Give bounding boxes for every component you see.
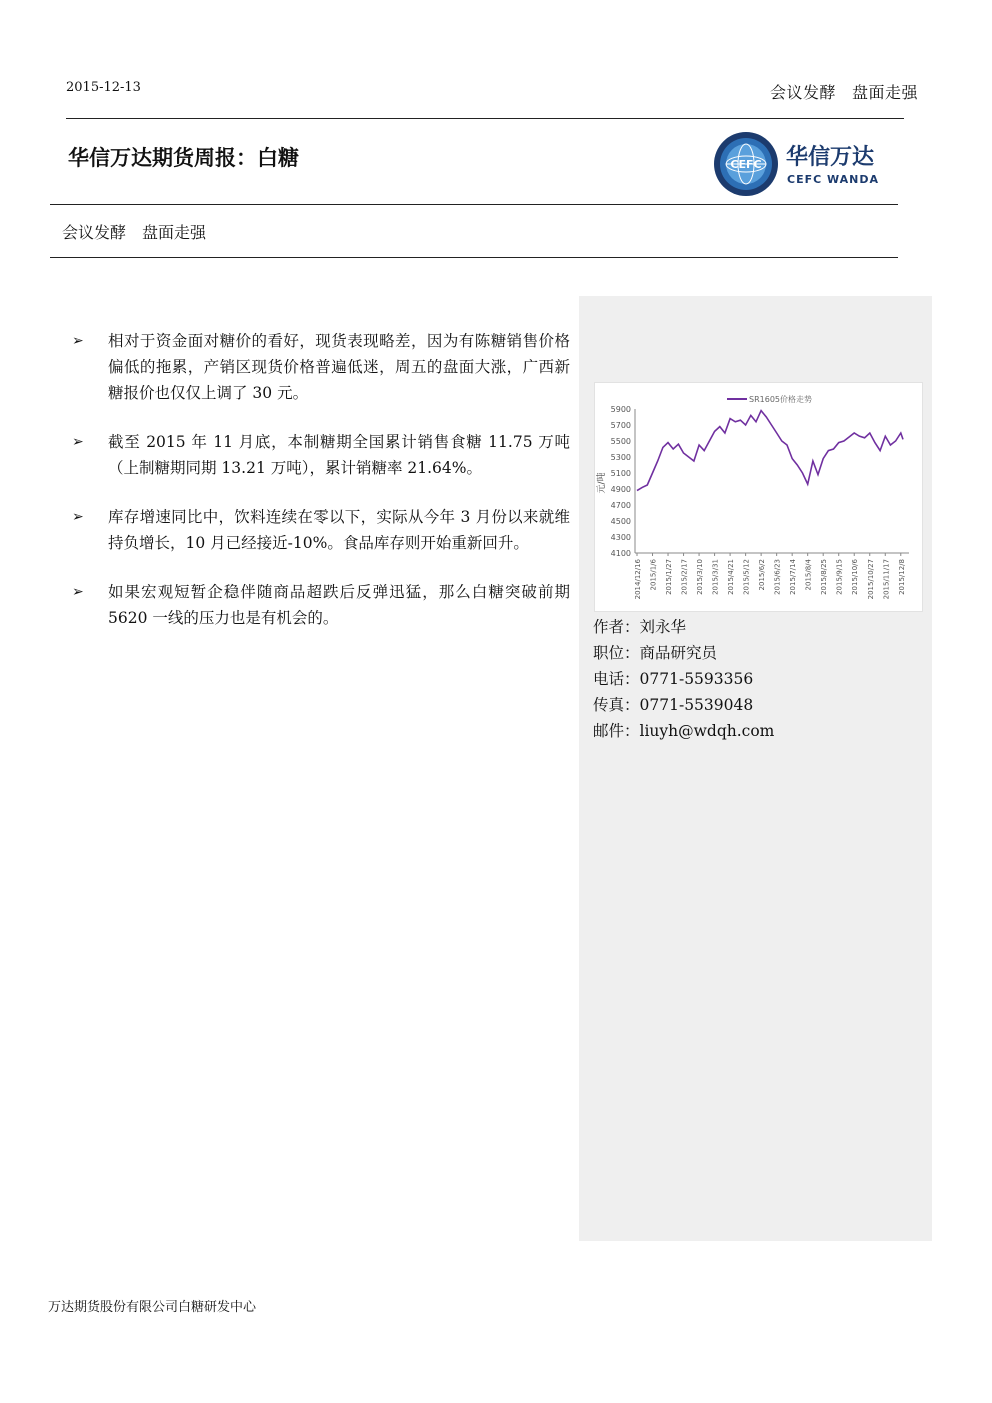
author-phone-row (593, 666, 774, 692)
author-fax-label: 传真： (593, 696, 640, 714)
y-tick-label: 4700 (610, 501, 631, 510)
x-tick-label: 2015/8/25 (820, 559, 829, 595)
bullet-text: 库存增速同比中，饮料连续在零以下，实际从今年 3 月份以来就维持负增长，10 月已经接近-10%。食品库存则开始重新回升。 (108, 508, 570, 552)
author-name-row (593, 614, 774, 640)
x-tick-label: 2015/2/17 (680, 559, 689, 595)
bullet-text: 相对于资金面对糖价的看好，现货表现略差，因为有陈糖销售价格偏低的拖累，产销区现货价格普遍低迷，周五的盘面大涨，广西新糖报价也仅仅上调了 30 元。 (108, 332, 570, 402)
report-subtitle (62, 220, 206, 243)
x-tick-label: 2015/11/17 (882, 559, 891, 600)
key-points-list (72, 328, 570, 654)
author-fax-row (593, 692, 774, 718)
logo-name-cn: 华信万达 (786, 145, 875, 170)
x-tick-label: 2015/5/12 (742, 559, 751, 595)
author-title: 商品研究员 (639, 644, 718, 662)
x-tick-label: 2015/10/27 (866, 559, 875, 600)
x-tick-label: 2015/3/31 (711, 559, 720, 595)
y-tick-label: 5700 (610, 421, 631, 430)
subtitle-part-2: 盘面走强 (142, 223, 207, 242)
list-item (72, 504, 570, 556)
author-email-label: 邮件： (593, 722, 640, 740)
price-chart-svg (595, 383, 922, 611)
author-info (593, 614, 774, 744)
author-name-label: 作者： (593, 618, 640, 636)
x-tick-label: 2015/12/8 (897, 559, 906, 595)
header-tagline (770, 80, 918, 103)
list-item (72, 328, 570, 406)
y-axis-label: 元/吨 (597, 472, 607, 494)
y-tick-label: 4500 (610, 517, 631, 526)
bullet-text: 截至 2015 年 11 月底，本制糖期全国累计销售食糖 11.75 万吨（上制糖期同期 13.21 万吨），累计销糖率 21.64%。 (108, 433, 570, 477)
x-tick-label: 2015/1/27 (665, 559, 674, 595)
x-tick-label: 2015/6/2 (758, 559, 767, 591)
x-tick-label: 2015/10/6 (851, 559, 860, 595)
header-tagline-part-1: 会议发酵 (769, 83, 836, 102)
author-email-row (593, 718, 774, 744)
y-tick-label: 5900 (610, 405, 631, 414)
x-tick-label: 2015/3/10 (696, 559, 705, 595)
x-tick-label: 2015/7/14 (789, 559, 798, 595)
y-tick-label: 5300 (610, 453, 631, 462)
bullet-arrow-icon: ➢ (72, 584, 84, 600)
bullet-arrow-icon: ➢ (72, 434, 84, 450)
y-tick-label: 5100 (610, 469, 631, 478)
report-date: 2015-12-13 (66, 80, 141, 95)
author-phone: 0771-5593356 (639, 670, 754, 688)
y-tick-label: 4900 (610, 485, 631, 494)
x-tick-label: 2015/9/15 (835, 559, 844, 595)
subtitle-rule (50, 257, 898, 258)
y-tick-label: 4100 (610, 549, 631, 558)
company-logo (712, 128, 892, 198)
bullet-arrow-icon: ➢ (72, 333, 84, 349)
y-tick-label: 4300 (610, 533, 631, 542)
subtitle-part-1: 会议发酵 (62, 223, 127, 242)
price-chart (594, 382, 923, 612)
title-rule (50, 204, 898, 205)
x-tick-label: 2015/8/4 (804, 559, 813, 591)
header-tagline-part-2: 盘面走强 (851, 83, 918, 102)
bullet-text: 如果宏观短暂企稳伴随商品超跌后反弹迅猛，那么白糖突破前期 5620 一线的压力也是有机会的。 (108, 583, 570, 627)
x-tick-label: 2015/1/6 (649, 559, 658, 591)
x-tick-label: 2014/12/16 (634, 559, 642, 600)
logo-emblem-text: CEFC (730, 158, 762, 171)
globe-emblem-icon (712, 128, 782, 198)
author-title-row (593, 640, 774, 666)
author-name: 刘永华 (639, 618, 687, 636)
author-title-label: 职位： (593, 644, 640, 662)
bullet-arrow-icon: ➢ (72, 509, 84, 525)
x-tick-label: 2015/6/23 (773, 559, 782, 595)
report-title: 华信万达期货周报：白糖 (68, 146, 299, 170)
footer-company: 万达期货股份有限公司白糖研发中心 (48, 1300, 257, 1315)
author-fax: 0771-5539048 (639, 696, 754, 714)
author-phone-label: 电话： (593, 670, 640, 688)
header-rule (66, 118, 904, 119)
logo-name-en: CEFC WANDA (787, 173, 880, 186)
author-email[interactable]: liuyh@wdqh.com (639, 722, 775, 740)
legend-label: SR1605价格走势 (749, 395, 812, 404)
series-line (637, 411, 903, 491)
list-item (72, 579, 570, 631)
y-tick-label: 5500 (610, 437, 631, 446)
x-tick-label: 2015/4/21 (727, 559, 736, 595)
list-item (72, 429, 570, 481)
